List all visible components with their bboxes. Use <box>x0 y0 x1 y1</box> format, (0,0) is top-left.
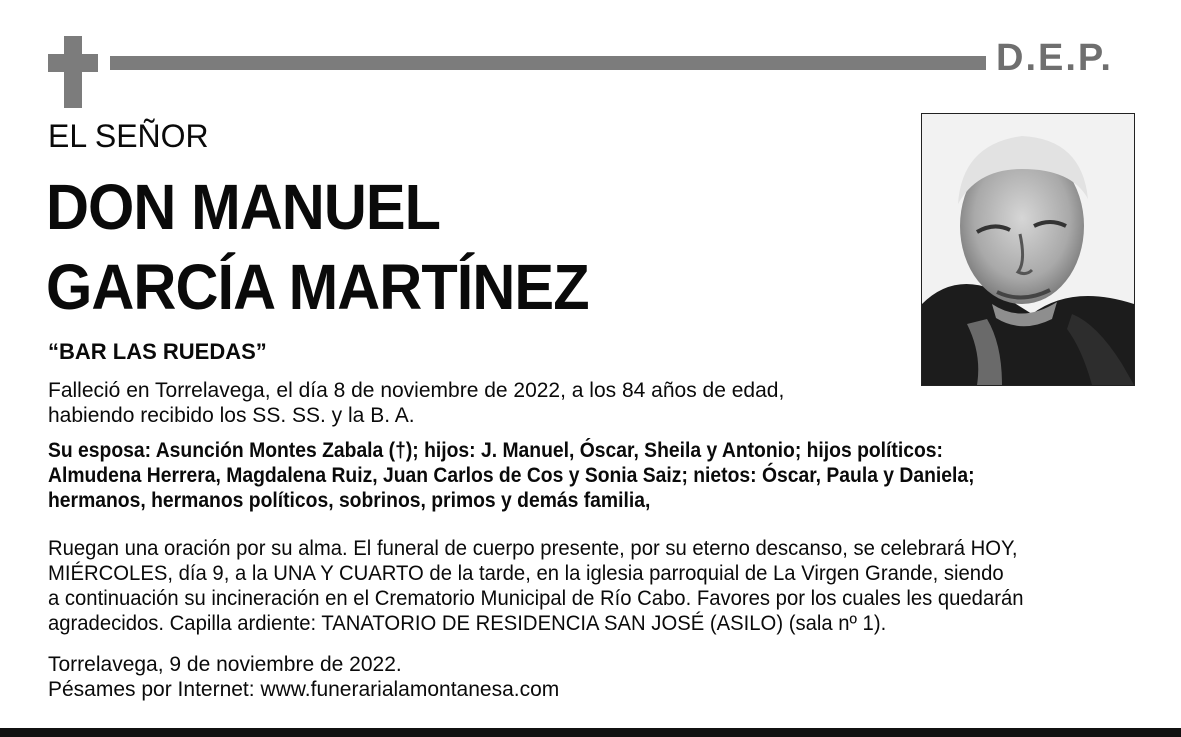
death-info-line: Falleció en Torrelavega, el día 8 de noviembre de 2022, a los 84 años de edad, <box>48 379 785 402</box>
cross-icon-bar <box>48 54 98 72</box>
cross-icon <box>64 36 82 108</box>
portrait-photo <box>921 113 1135 386</box>
bottom-rule <box>0 728 1181 737</box>
death-info-line: habiendo recibido los SS. SS. y la B. A. <box>48 404 415 427</box>
funeral-line: a continuación su incineración en el Crematorio Municipal de Río Cabo. Favores por los cuales les quedarán <box>48 587 1024 610</box>
funeral-line: MIÉRCOLES, día 9, a la UNA Y CUARTO de la tarde, en la iglesia parroquial de La Virgen Grande, siendo <box>48 562 1004 585</box>
funeral-info <box>48 536 1024 636</box>
funeral-line: agradecidos. Capilla ardiente: TANATORIO DE RESIDENCIA SAN JOSÉ (ASILO) (sala nº 1). <box>48 612 887 635</box>
header-rule <box>110 56 986 70</box>
condolences-web: Pésames por Internet: www.funerarialamontanesa.com <box>48 678 560 701</box>
honorific: EL SEÑOR <box>48 118 209 154</box>
funeral-line: Ruegan una oración por su alma. El funeral de cuerpo presente, por su eterno descanso, se celebrará HOY, <box>48 537 1018 560</box>
family-list <box>48 438 975 513</box>
family-line: hermanos, hermanos políticos, sobrinos, primos y demás familia, <box>48 489 651 512</box>
dep-heading: D.E.P. <box>996 37 1113 79</box>
deceased-name-line1: DON MANUEL <box>46 171 441 243</box>
family-line: Su esposa: Asunción Montes Zabala (†); hijos: J. Manuel, Óscar, Sheila y Antonio; hijos políticos: <box>48 439 943 462</box>
place-date: Torrelavega, 9 de noviembre de 2022. <box>48 653 402 676</box>
footer <box>48 652 559 702</box>
nickname: “BAR LAS RUEDAS” <box>48 339 267 364</box>
family-line: Almudena Herrera, Magdalena Ruiz, Juan Carlos de Cos y Sonia Saiz; nietos: Óscar, Paula y Daniela; <box>48 464 975 487</box>
portrait-photo-image <box>922 114 1134 385</box>
deceased-name-line2: GARCÍA MARTÍNEZ <box>46 251 589 323</box>
death-info <box>48 378 784 428</box>
